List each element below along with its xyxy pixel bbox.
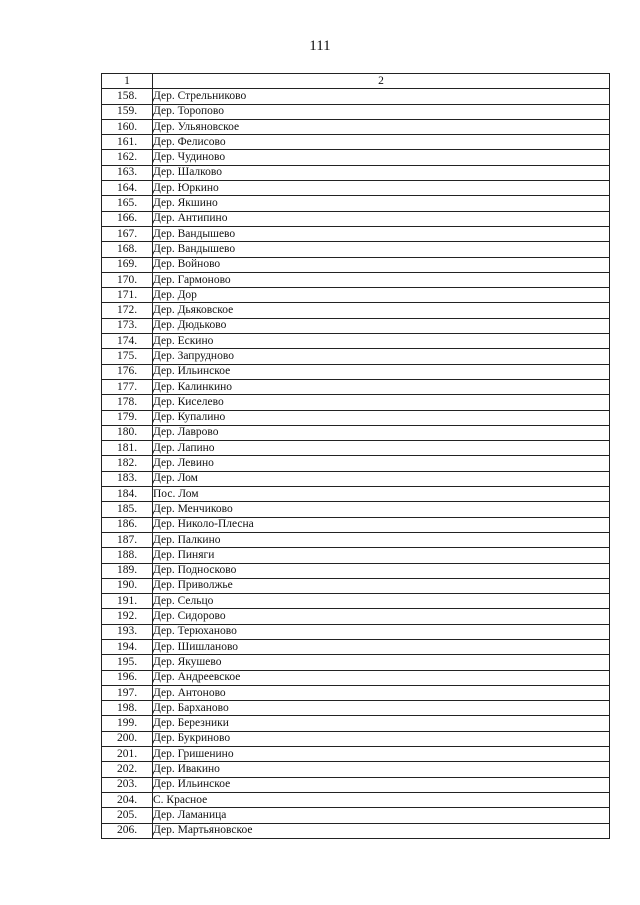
row-number-cell: 204. bbox=[102, 792, 153, 807]
table-row bbox=[102, 609, 610, 624]
settlement-name-cell: Дер. Барханово bbox=[153, 701, 610, 716]
table-row bbox=[102, 181, 610, 196]
row-number-cell: 168. bbox=[102, 242, 153, 257]
table-row bbox=[102, 487, 610, 502]
settlement-name-cell: Дер. Гришенино bbox=[153, 747, 610, 762]
table-row bbox=[102, 823, 610, 838]
settlement-name-cell: Дер. Антипино bbox=[153, 211, 610, 226]
table-row bbox=[102, 578, 610, 593]
table-row bbox=[102, 594, 610, 609]
settlement-name-cell: С. Красное bbox=[153, 792, 610, 807]
settlement-name-cell: Дер. Стрельниково bbox=[153, 89, 610, 104]
table-row bbox=[102, 119, 610, 134]
table-row bbox=[102, 89, 610, 104]
table-row bbox=[102, 655, 610, 670]
settlement-name-cell: Дер. Терюханово bbox=[153, 624, 610, 639]
table-row bbox=[102, 441, 610, 456]
table-row bbox=[102, 548, 610, 563]
table-row bbox=[102, 502, 610, 517]
row-number-cell: 174. bbox=[102, 334, 153, 349]
row-number-cell: 192. bbox=[102, 609, 153, 624]
settlement-name-cell: Дер. Дор bbox=[153, 288, 610, 303]
settlement-name-cell: Дер. Палкино bbox=[153, 532, 610, 547]
row-number-cell: 205. bbox=[102, 808, 153, 823]
row-number-cell: 191. bbox=[102, 594, 153, 609]
row-number-cell: 195. bbox=[102, 655, 153, 670]
settlement-name-cell: Дер. Фелисово bbox=[153, 135, 610, 150]
row-number-cell: 175. bbox=[102, 349, 153, 364]
table-row bbox=[102, 792, 610, 807]
row-number-cell: 164. bbox=[102, 181, 153, 196]
row-number-cell: 178. bbox=[102, 395, 153, 410]
settlement-name-cell: Дер. Мартьяновское bbox=[153, 823, 610, 838]
settlement-name-cell: Дер. Ескино bbox=[153, 334, 610, 349]
row-number-cell: 203. bbox=[102, 777, 153, 792]
settlement-name-cell: Дер. Левино bbox=[153, 456, 610, 471]
row-number-cell: 182. bbox=[102, 456, 153, 471]
table-row bbox=[102, 471, 610, 486]
settlement-name-cell: Дер. Войново bbox=[153, 257, 610, 272]
table-row bbox=[102, 685, 610, 700]
row-number-cell: 201. bbox=[102, 747, 153, 762]
row-number-cell: 199. bbox=[102, 716, 153, 731]
row-number-cell: 196. bbox=[102, 670, 153, 685]
table-row bbox=[102, 318, 610, 333]
table-row bbox=[102, 624, 610, 639]
row-number-cell: 179. bbox=[102, 410, 153, 425]
row-number-cell: 169. bbox=[102, 257, 153, 272]
settlement-name-cell: Дер. Калинкино bbox=[153, 379, 610, 394]
row-number-cell: 173. bbox=[102, 318, 153, 333]
settlement-name-cell: Дер. Андреевское bbox=[153, 670, 610, 685]
settlement-name-cell: Дер. Лом bbox=[153, 471, 610, 486]
table-row bbox=[102, 425, 610, 440]
table-row bbox=[102, 242, 610, 257]
table-row bbox=[102, 334, 610, 349]
settlements-table bbox=[101, 73, 610, 839]
row-number-cell: 180. bbox=[102, 425, 153, 440]
settlement-name-cell: Дер. Купалино bbox=[153, 410, 610, 425]
table-row bbox=[102, 349, 610, 364]
settlement-name-cell: Дер. Вандышево bbox=[153, 226, 610, 241]
settlement-name-cell: Дер. Вандышево bbox=[153, 242, 610, 257]
table-row bbox=[102, 456, 610, 471]
table-row bbox=[102, 226, 610, 241]
row-number-cell: 159. bbox=[102, 104, 153, 119]
table-row bbox=[102, 211, 610, 226]
header-col-1: 1 bbox=[102, 74, 153, 89]
table-row bbox=[102, 395, 610, 410]
row-number-cell: 167. bbox=[102, 226, 153, 241]
settlement-name-cell: Дер. Пиняги bbox=[153, 548, 610, 563]
settlement-name-cell: Дер. Якушево bbox=[153, 655, 610, 670]
row-number-cell: 188. bbox=[102, 548, 153, 563]
settlement-name-cell: Дер. Ламаница bbox=[153, 808, 610, 823]
settlement-name-cell: Дер. Ильинское bbox=[153, 777, 610, 792]
row-number-cell: 181. bbox=[102, 441, 153, 456]
settlement-name-cell: Дер. Подносково bbox=[153, 563, 610, 578]
table-row bbox=[102, 410, 610, 425]
row-number-cell: 170. bbox=[102, 272, 153, 287]
row-number-cell: 163. bbox=[102, 165, 153, 180]
settlement-name-cell: Дер. Гармоново bbox=[153, 272, 610, 287]
settlement-name-cell: Дер. Антоново bbox=[153, 685, 610, 700]
table-row bbox=[102, 379, 610, 394]
settlement-name-cell: Дер. Лапино bbox=[153, 441, 610, 456]
settlement-name-cell: Дер. Киселево bbox=[153, 395, 610, 410]
settlement-name-cell: Дер. Дьяковское bbox=[153, 303, 610, 318]
table-row bbox=[102, 364, 610, 379]
row-number-cell: 200. bbox=[102, 731, 153, 746]
page-number: 111 bbox=[309, 38, 331, 54]
settlement-name-cell: Пос. Лом bbox=[153, 487, 610, 502]
table-row bbox=[102, 731, 610, 746]
row-number-cell: 158. bbox=[102, 89, 153, 104]
settlement-name-cell: Дер. Ивакино bbox=[153, 762, 610, 777]
table-row bbox=[102, 272, 610, 287]
table-row bbox=[102, 303, 610, 318]
settlement-name-cell: Дер. Шалково bbox=[153, 165, 610, 180]
row-number-cell: 165. bbox=[102, 196, 153, 211]
settlement-name-cell: Дер. Сидорово bbox=[153, 609, 610, 624]
row-number-cell: 166. bbox=[102, 211, 153, 226]
settlement-name-cell: Дер. Лаврово bbox=[153, 425, 610, 440]
table-row bbox=[102, 288, 610, 303]
row-number-cell: 171. bbox=[102, 288, 153, 303]
table-body bbox=[102, 74, 610, 839]
settlement-name-cell: Дер. Ильинское bbox=[153, 364, 610, 379]
row-number-cell: 197. bbox=[102, 685, 153, 700]
row-number-cell: 189. bbox=[102, 563, 153, 578]
row-number-cell: 162. bbox=[102, 150, 153, 165]
row-number-cell: 193. bbox=[102, 624, 153, 639]
settlement-name-cell: Дер. Николо-Плесна bbox=[153, 517, 610, 532]
table-row bbox=[102, 135, 610, 150]
table-header-row bbox=[102, 74, 610, 89]
settlement-name-cell: Дер. Менчиково bbox=[153, 502, 610, 517]
row-number-cell: 194. bbox=[102, 639, 153, 654]
row-number-cell: 184. bbox=[102, 487, 153, 502]
settlement-name-cell: Дер. Приволжье bbox=[153, 578, 610, 593]
settlement-name-cell: Дер. Ульяновское bbox=[153, 119, 610, 134]
settlement-name-cell: Дер. Дюдьково bbox=[153, 318, 610, 333]
table-row bbox=[102, 639, 610, 654]
table-row bbox=[102, 701, 610, 716]
settlement-name-cell: Дер. Березники bbox=[153, 716, 610, 731]
row-number-cell: 183. bbox=[102, 471, 153, 486]
row-number-cell: 187. bbox=[102, 532, 153, 547]
row-number-cell: 185. bbox=[102, 502, 153, 517]
row-number-cell: 172. bbox=[102, 303, 153, 318]
table-row bbox=[102, 257, 610, 272]
table-row bbox=[102, 532, 610, 547]
table-row bbox=[102, 104, 610, 119]
table-row bbox=[102, 165, 610, 180]
table-row bbox=[102, 716, 610, 731]
settlement-name-cell: Дер. Сельцо bbox=[153, 594, 610, 609]
table-row bbox=[102, 747, 610, 762]
settlement-name-cell: Дер. Якшино bbox=[153, 196, 610, 211]
table-row bbox=[102, 670, 610, 685]
table-row bbox=[102, 762, 610, 777]
settlement-name-cell: Дер. Запрудново bbox=[153, 349, 610, 364]
row-number-cell: 190. bbox=[102, 578, 153, 593]
row-number-cell: 202. bbox=[102, 762, 153, 777]
settlement-name-cell: Дер. Букриново bbox=[153, 731, 610, 746]
header-col-2: 2 bbox=[153, 74, 610, 89]
row-number-cell: 206. bbox=[102, 823, 153, 838]
table-row bbox=[102, 517, 610, 532]
row-number-cell: 186. bbox=[102, 517, 153, 532]
table-row bbox=[102, 196, 610, 211]
settlement-name-cell: Дер. Чудиново bbox=[153, 150, 610, 165]
settlement-name-cell: Дер. Торопово bbox=[153, 104, 610, 119]
row-number-cell: 161. bbox=[102, 135, 153, 150]
table-row bbox=[102, 808, 610, 823]
row-number-cell: 198. bbox=[102, 701, 153, 716]
table-row bbox=[102, 150, 610, 165]
table-row bbox=[102, 777, 610, 792]
row-number-cell: 177. bbox=[102, 379, 153, 394]
row-number-cell: 176. bbox=[102, 364, 153, 379]
settlement-name-cell: Дер. Шишланово bbox=[153, 639, 610, 654]
settlement-name-cell: Дер. Юркино bbox=[153, 181, 610, 196]
table-row bbox=[102, 563, 610, 578]
row-number-cell: 160. bbox=[102, 119, 153, 134]
